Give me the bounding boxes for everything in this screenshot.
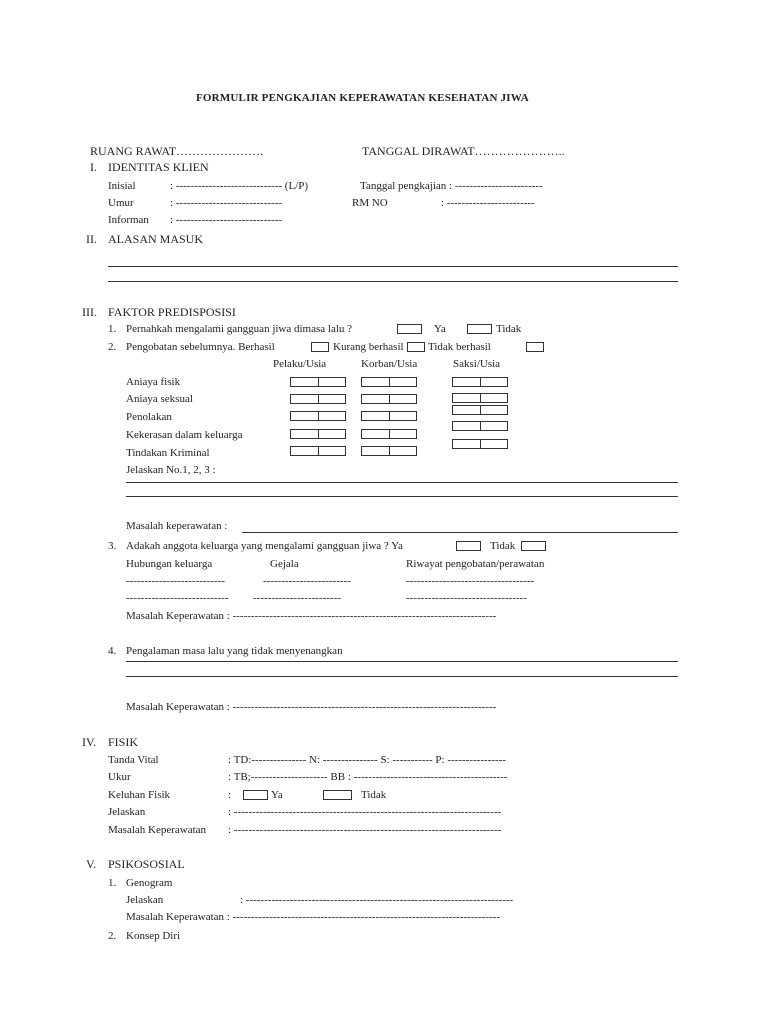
masalah-keperawatan-4: Masalah Keperawatan : ------------------------------------------------------------------------ (126, 701, 497, 713)
fisik-jelaskan-value: : ------------------------------------------------------------------------- (228, 806, 502, 818)
saksi-aniaya-seksual-box[interactable] (452, 393, 508, 403)
tidak-berhasil-label: Tidak berhasil (428, 341, 491, 353)
q1-tidak-label: Tidak (496, 323, 522, 335)
q4-line-2 (126, 676, 678, 677)
q1-text: Pernahkah mengalami gangguan jiwa dimasa lalu ? (126, 323, 353, 335)
rm-no-label: RM NO (352, 197, 388, 209)
umur-value: : ----------------------------- (170, 197, 283, 209)
genogram-label: Genogram (126, 877, 173, 889)
gejala-dash-2: ------------------------ (253, 592, 341, 604)
keluhan-colon: : (228, 789, 232, 801)
ukur-label: Ukur (108, 771, 131, 783)
inisial-label: Inisial (108, 180, 136, 192)
tidak-berhasil-checkbox[interactable] (526, 342, 544, 352)
alasan-line-2 (108, 281, 678, 282)
masalah-keperawatan-1: Masalah keperawatan : (126, 520, 228, 532)
keluhan-fisik-label: Keluhan Fisik (108, 789, 171, 801)
q1-ya-checkbox[interactable] (397, 324, 422, 334)
psiko-jelaskan-label: Jelaskan (126, 894, 164, 906)
pelaku-kriminal-box[interactable] (290, 446, 346, 456)
section-3-number: III. (82, 305, 97, 319)
fisik-heading: FISIK (108, 735, 139, 749)
keluhan-tidak-label: Tidak (361, 789, 387, 801)
korban-kriminal-box[interactable] (361, 446, 417, 456)
kurang-berhasil-label: Kurang berhasil (333, 341, 404, 353)
pelaku-kekerasan-box[interactable] (290, 429, 346, 439)
informan-label: Informan (108, 214, 149, 226)
riwayat-dash-1: ----------------------------------- (406, 575, 535, 587)
pelaku-aniaya-fisik-box[interactable] (290, 377, 346, 387)
gejala-dash-1: ------------------------ (263, 575, 351, 587)
q3-text: Adakah anggota keluarga yang mengalami gangguan jiwa ? Ya (126, 540, 403, 552)
konsep-diri-number: 2. (108, 930, 117, 942)
jelaskan-line-1 (126, 482, 678, 483)
korban-kekerasan-box[interactable] (361, 429, 417, 439)
psikososial-heading: PSIKOSOSIAL (108, 857, 185, 871)
section-5-number: V. (86, 857, 97, 871)
berhasil-checkbox[interactable] (311, 342, 329, 352)
q3-tidak-checkbox[interactable] (521, 541, 546, 551)
tanda-vital-label: Tanda Vital (108, 754, 159, 766)
form-title: FORMULIR PENGKAJIAN KEPERAWATAN KESEHATAN JIWA (196, 92, 529, 104)
keluhan-ya-label: Ya (271, 789, 283, 801)
q1-number: 1. (108, 323, 117, 335)
tanggal-dirawat-field: TANGGAL DIRAWAT………………….. (362, 144, 565, 158)
section-2-number: II. (86, 232, 97, 246)
q2-text: Pengobatan sebelumnya. Berhasil (126, 341, 275, 353)
fisik-masalah-label: Masalah Keperawatan (108, 824, 207, 836)
korban-penolakan-box[interactable] (361, 411, 417, 421)
section-4-number: IV. (82, 735, 97, 749)
psiko-jelaskan-value: : ------------------------------------------------------------------------- (240, 894, 514, 906)
q3-tidak-label: Tidak (490, 540, 516, 552)
q4-number: 4. (108, 645, 117, 657)
riwayat-dash-2: --------------------------------- (406, 592, 527, 604)
rm-no-value: : ------------------------ (441, 197, 535, 209)
row-tindakan-kriminal: Tindakan Kriminal (126, 447, 210, 459)
row-aniaya-seksual: Aniaya seksual (126, 393, 193, 405)
masalah-keperawatan-3: Masalah Keperawatan : ------------------------------------------------------------------------ (126, 610, 497, 622)
jelaskan-no-label: Jelaskan No.1, 2, 3 : (126, 464, 216, 476)
tanda-vital-value: : TD:--------------- N: --------------- S: ----------- P: ---------------- (228, 754, 506, 766)
hubungan-keluarga-header: Hubungan keluarga (126, 558, 213, 570)
q3-number: 3. (108, 540, 117, 552)
korban-aniaya-fisik-box[interactable] (361, 377, 417, 387)
section-1-number: I. (90, 160, 97, 174)
psiko-masalah-keperawatan: Masalah Keperawatan : ------------------------------------------------------------------------- (126, 911, 500, 923)
col-korban-usia: Korban/Usia (361, 358, 418, 370)
tanggal-pengkajian-field: Tanggal pengkajian : ------------------------ (360, 180, 543, 192)
identitas-heading: IDENTITAS KLIEN (108, 160, 209, 174)
keluhan-tidak-checkbox[interactable] (323, 790, 352, 800)
q4-text: Pengalaman masa lalu yang tidak menyenangkan (126, 645, 343, 657)
riwayat-header: Riwayat pengobatan/perawatan (406, 558, 545, 570)
faktor-predisposisi-heading: FAKTOR PREDISPOSISI (108, 305, 236, 319)
row-penolakan: Penolakan (126, 411, 172, 423)
saksi-kriminal-box[interactable] (452, 439, 508, 449)
col-pelaku-usia: Pelaku/Usia (273, 358, 327, 370)
alasan-line-1 (108, 266, 678, 267)
col-saksi-usia: Saksi/Usia (453, 358, 501, 370)
q1-tidak-checkbox[interactable] (467, 324, 492, 334)
kurang-berhasil-checkbox[interactable] (407, 342, 425, 352)
inisial-value: : ----------------------------- (L/P) (170, 180, 309, 192)
konsep-diri-label: Konsep Diri (126, 930, 181, 942)
umur-label: Umur (108, 197, 134, 209)
q4-line-1 (126, 661, 678, 662)
q3-ya-checkbox[interactable] (456, 541, 481, 551)
keluhan-ya-checkbox[interactable] (243, 790, 268, 800)
genogram-number: 1. (108, 877, 117, 889)
ruang-rawat-field: RUANG RAWAT…………………. (90, 144, 264, 158)
masalah-1-line (242, 532, 678, 533)
row-aniaya-fisik: Aniaya fisik (126, 376, 181, 388)
saksi-kekerasan-box[interactable] (452, 421, 508, 431)
fisik-masalah-value: : ------------------------------------------------------------------------- (228, 824, 502, 836)
korban-aniaya-seksual-box[interactable] (361, 394, 417, 404)
q2-number: 2. (108, 341, 117, 353)
fisik-jelaskan-label: Jelaskan (108, 806, 146, 818)
pelaku-aniaya-seksual-box[interactable] (290, 394, 346, 404)
ukur-value: : TB;--------------------- BB : ------------------------------------------ (228, 771, 508, 783)
hubungan-dash-1: --------------------------- (126, 575, 225, 587)
saksi-aniaya-fisik-box[interactable] (452, 377, 508, 387)
hubungan-dash-2: ---------------------------- (126, 592, 229, 604)
informan-value: : ----------------------------- (170, 214, 283, 226)
gejala-header: Gejala (270, 558, 299, 570)
pelaku-penolakan-box[interactable] (290, 411, 346, 421)
alasan-masuk-heading: ALASAN MASUK (108, 232, 204, 246)
row-kekerasan-keluarga: Kekerasan dalam keluarga (126, 429, 243, 441)
saksi-penolakan-box[interactable] (452, 405, 508, 415)
jelaskan-line-2 (126, 496, 678, 497)
q1-ya-label: Ya (434, 323, 446, 335)
